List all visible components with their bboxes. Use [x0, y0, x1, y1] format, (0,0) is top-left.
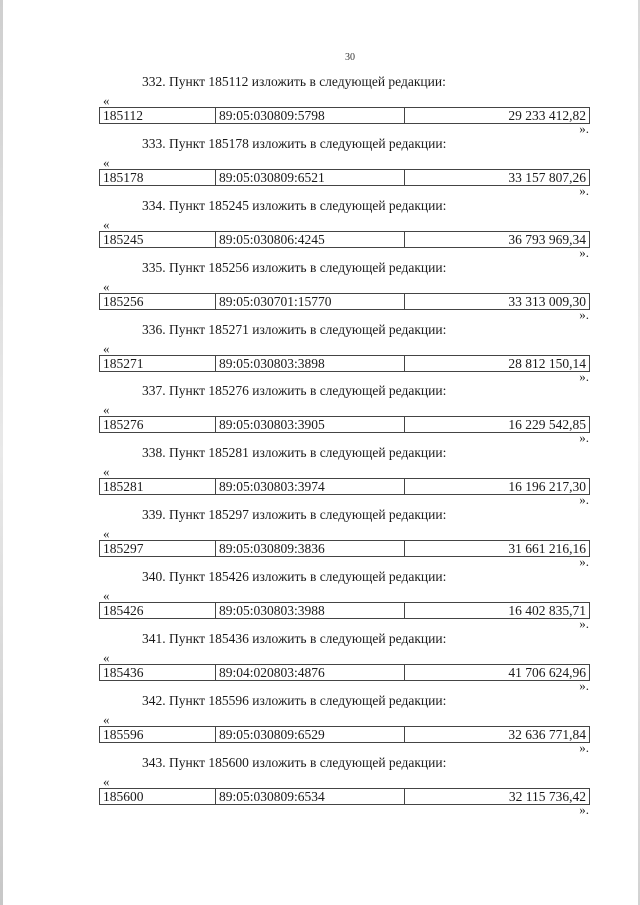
amendment-heading: 342. Пункт 185596 изложить в следующей редакции:	[142, 692, 447, 708]
item-code-cell: 185297	[100, 541, 216, 556]
table-row	[99, 540, 590, 557]
open-quote: «	[103, 588, 110, 604]
amendment-item	[0, 507, 640, 569]
close-quote: ».	[579, 306, 589, 322]
table-row	[99, 231, 590, 248]
amendment-heading: 341. Пункт 185436 изложить в следующей редакции:	[142, 631, 447, 647]
item-code-cell: 185281	[100, 479, 216, 494]
table-row	[99, 355, 590, 372]
open-quote: «	[103, 402, 110, 418]
value-cell: 36 793 969,34	[508, 231, 586, 247]
close-quote: ».	[579, 739, 589, 755]
open-quote: «	[103, 650, 110, 666]
open-quote: «	[103, 773, 110, 789]
amendment-heading: 337. Пункт 185276 изложить в следующей редакции:	[142, 383, 447, 399]
item-code-cell: 185596	[100, 727, 216, 742]
cadastral-number-cell: 89:04:020803:4876	[216, 665, 405, 680]
value-cell: 33 157 807,26	[508, 169, 586, 185]
close-quote: ».	[579, 368, 589, 384]
item-code-cell: 185600	[100, 789, 216, 804]
close-quote: ».	[579, 554, 589, 570]
close-quote: ».	[579, 492, 589, 508]
cadastral-number-cell: 89:05:030803:3905	[216, 417, 405, 432]
amendment-item	[0, 445, 640, 507]
value-cell: 16 402 835,71	[508, 603, 586, 619]
cadastral-number-cell: 89:05:030701:15770	[216, 294, 405, 309]
table-row	[99, 602, 590, 619]
cadastral-number-cell: 89:05:030806:4245	[216, 232, 405, 247]
cadastral-number-cell: 89:05:030809:6529	[216, 727, 405, 742]
page-number: 30	[345, 52, 355, 63]
cadastral-number-cell: 89:05:030809:3836	[216, 541, 405, 556]
amendment-heading: 338. Пункт 185281 изложить в следующей редакции:	[142, 445, 447, 461]
item-code-cell: 185112	[100, 108, 216, 123]
table-row	[99, 107, 590, 124]
open-quote: «	[103, 278, 110, 294]
amendment-heading: 343. Пункт 185600 изложить в следующей редакции:	[142, 754, 447, 770]
value-cell: 33 313 009,30	[508, 293, 586, 309]
amendment-heading: 332. Пункт 185112 изложить в следующей редакции:	[142, 74, 446, 89]
cadastral-number-cell: 89:05:030803:3988	[216, 603, 405, 618]
amendment-heading: 333. Пункт 185178 изложить в следующей редакции:	[142, 135, 447, 151]
open-quote: «	[103, 93, 110, 108]
item-code-cell: 185426	[100, 603, 216, 618]
value-cell: 16 229 542,85	[508, 417, 586, 433]
value-cell: 28 812 150,14	[508, 355, 586, 371]
item-code-cell: 185271	[100, 356, 216, 371]
amendment-heading: 340. Пункт 185426 изложить в следующей редакции:	[142, 569, 447, 585]
amendment-item	[0, 198, 640, 260]
amendment-heading: 336. Пункт 185271 изложить в следующей редакции:	[142, 321, 447, 337]
cadastral-number-cell: 89:05:030809:6534	[216, 789, 405, 804]
item-code-cell: 185178	[100, 170, 216, 185]
table-row	[99, 726, 590, 743]
amendment-item	[0, 569, 640, 631]
value-cell: 16 196 217,30	[508, 479, 586, 495]
table-row	[99, 169, 590, 186]
open-quote: «	[103, 216, 110, 232]
close-quote: ».	[579, 616, 589, 632]
item-code-cell: 185245	[100, 232, 216, 247]
close-quote: ».	[579, 430, 589, 446]
table-row	[99, 788, 590, 805]
close-quote: ».	[579, 182, 589, 198]
amendment-item	[0, 260, 640, 322]
amendment-item	[0, 74, 640, 136]
table-row	[99, 664, 590, 681]
amendment-heading: 334. Пункт 185245 изложить в следующей редакции:	[142, 197, 447, 213]
value-cell: 31 661 216,16	[508, 541, 586, 557]
table-row	[99, 478, 590, 495]
item-code-cell: 185436	[100, 665, 216, 680]
open-quote: «	[103, 711, 110, 727]
amendment-item	[0, 136, 640, 198]
amendment-item	[0, 383, 640, 445]
close-quote: ».	[579, 678, 589, 694]
open-quote: «	[103, 154, 110, 170]
open-quote: «	[103, 464, 110, 480]
amendment-list	[0, 74, 640, 817]
item-code-cell: 185276	[100, 417, 216, 432]
value-cell: 29 233 412,82	[508, 108, 586, 123]
cadastral-number-cell: 89:05:030809:5798	[216, 108, 405, 123]
amendment-heading: 335. Пункт 185256 изложить в следующей редакции:	[142, 259, 447, 275]
amendment-item	[0, 322, 640, 384]
table-row	[99, 293, 590, 310]
cadastral-number-cell: 89:05:030803:3974	[216, 479, 405, 494]
cadastral-number-cell: 89:05:030809:6521	[216, 170, 405, 185]
value-cell: 41 706 624,96	[508, 665, 586, 681]
amendment-item	[0, 693, 640, 755]
close-quote: ».	[579, 801, 589, 817]
item-code-cell: 185256	[100, 294, 216, 309]
value-cell: 32 115 736,42	[508, 788, 586, 804]
open-quote: «	[103, 340, 110, 356]
close-quote: ».	[579, 244, 589, 260]
cadastral-number-cell: 89:05:030803:3898	[216, 356, 405, 371]
value-cell: 32 636 771,84	[508, 726, 586, 742]
close-quote: ».	[579, 121, 589, 136]
amendment-item	[0, 631, 640, 693]
amendment-item	[0, 755, 640, 817]
table-row	[99, 416, 590, 433]
amendment-heading: 339. Пункт 185297 изложить в следующей редакции:	[142, 507, 447, 523]
open-quote: «	[103, 526, 110, 542]
